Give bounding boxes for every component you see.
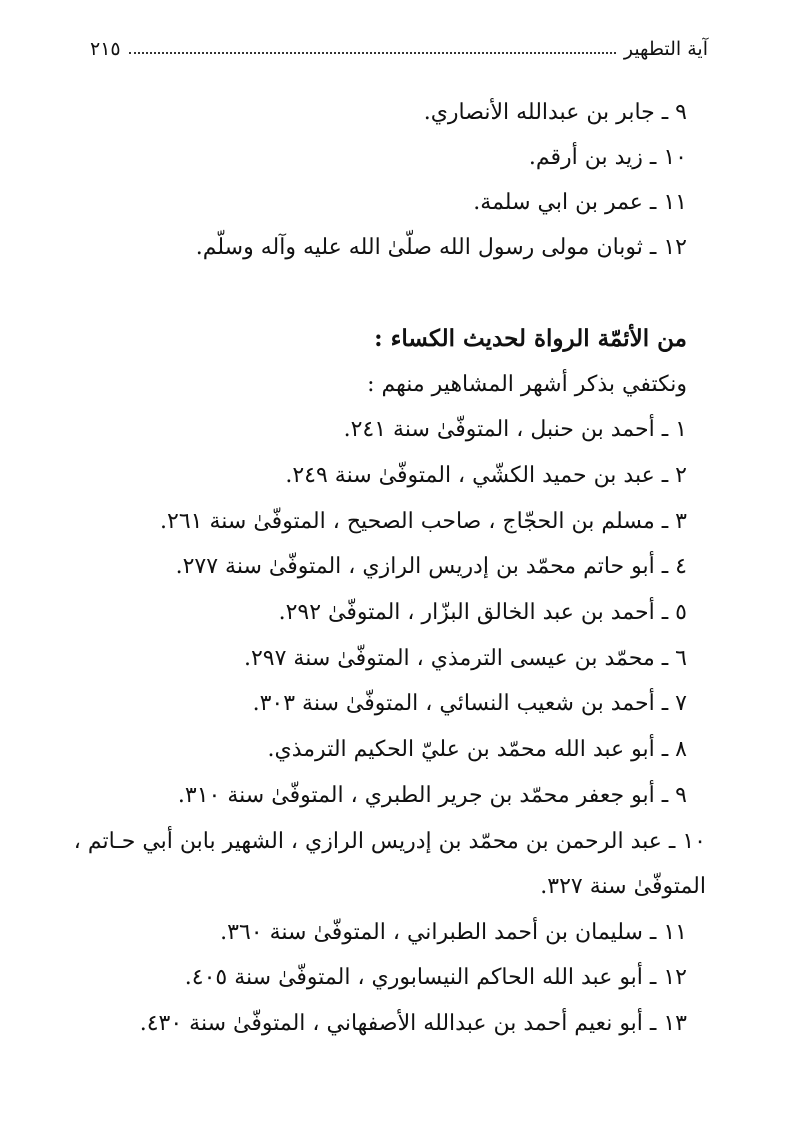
section-intro: ونكتفي بذكر أشهر المشاهير منهم : xyxy=(367,372,687,397)
narrator-item: ١١ ـ سليمان بن أحمد الطبراني ، المتوفّىٰ سنة ٣٦٠. xyxy=(220,920,687,945)
narrator-item: ٥ ـ أحمد بن عبد الخالق البزّار ، المتوفّىٰ ٢٩٢. xyxy=(278,600,687,625)
narrator-item: ٦ ـ محمّد بن عيسى الترمذي ، المتوفّىٰ سنة ٢٩٧. xyxy=(243,646,687,671)
running-title: آية التطهير xyxy=(623,38,708,60)
narrator-item-continuation: المتوفّىٰ سنة ٣٢٧. xyxy=(540,874,706,899)
narrator-item: ٤ ـ أبو حاتم محمّد بن إدريس الرازي ، المتوفّىٰ سنة ٢٧٧. xyxy=(175,554,687,579)
section-heading: من الأئمّة الرواة لحديث الكساء : xyxy=(374,325,687,352)
page-header xyxy=(90,30,708,60)
narrator-item: ١٢ ـ أبو عبد الله الحاكم النيسابوري ، المتوفّىٰ سنة ٤٠٥. xyxy=(184,965,687,990)
list-item: ١٠ ـ زيد بن أرقم. xyxy=(528,145,687,170)
list-item: ١٢ ـ ثوبان مولى رسول الله صلّىٰ الله عليه وآله وسلّم. xyxy=(195,235,687,260)
narrator-item: ٧ ـ أحمد بن شعيب النسائي ، المتوفّىٰ سنة ٣٠٣. xyxy=(252,691,687,716)
narrator-item: ١ ـ أحمد بن حنبل ، المتوفّىٰ سنة ٢٤١. xyxy=(343,417,687,442)
narrator-item: ١٠ ـ عبد الرحمن بن محمّد بن إدريس الرازي ، الشهير بابن أبي حـاتم ، xyxy=(73,829,706,854)
list-item: ١١ ـ عمر بن ابي سلمة. xyxy=(473,190,687,215)
narrator-item: ٢ ـ عبد بن حميد الكشّي ، المتوفّىٰ سنة ٢٤٩. xyxy=(285,463,687,488)
narrator-item: ٩ ـ أبو جعفر محمّد بن جرير الطبري ، المتوفّىٰ سنة ٣١٠. xyxy=(177,783,687,808)
narrator-item: ٨ ـ أبو عبد الله محمّد بن عليّ الحكيم الترمذي. xyxy=(267,737,687,762)
header-dot-leader xyxy=(129,52,616,54)
list-item: ٩ ـ جابر بن عبدالله الأنصاري. xyxy=(423,100,687,125)
narrator-item: ٣ ـ مسلم بن الحجّاج ، صاحب الصحيح ، المتوفّىٰ سنة ٢٦١. xyxy=(160,509,687,534)
narrator-item: ١٣ ـ أبو نعيم أحمد بن عبدالله الأصفهاني ، المتوفّىٰ سنة ٤٣٠. xyxy=(139,1011,687,1036)
page-number: ٢١٥ xyxy=(90,38,121,60)
